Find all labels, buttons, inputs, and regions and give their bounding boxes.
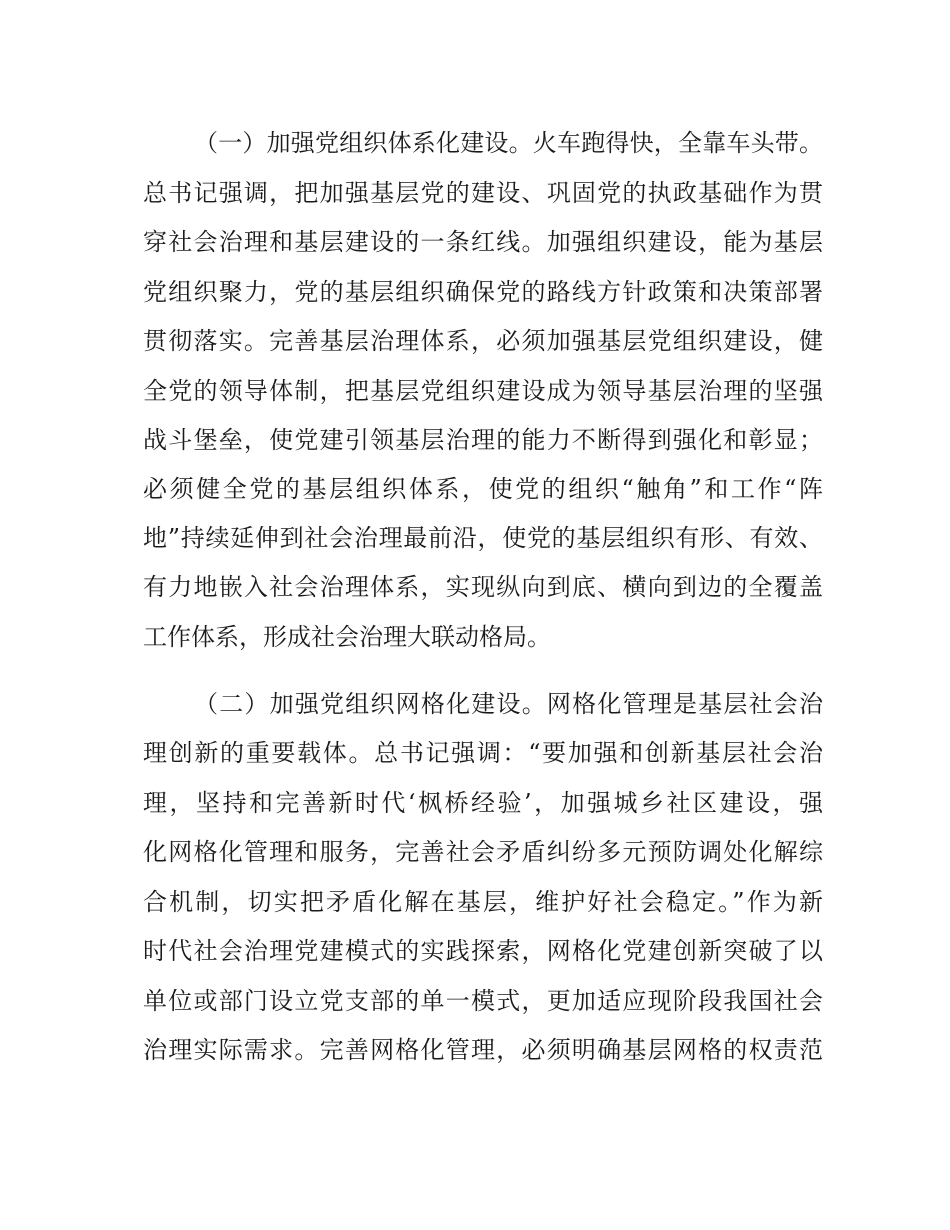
- paragraph-2-line-1: （二）加强党组织网格化建设。网格化管理是基层社会治: [194, 690, 823, 718]
- paragraph-2-line-7: 单位或部门设立党支部的单一模式，更加适应现阶段我国社会: [143, 987, 823, 1015]
- paragraph-1-line-5: 贯彻落实。完善基层治理体系，必须加强基层党组织建设，健: [143, 327, 823, 355]
- paragraph-2-line-2: 理创新的重要载体。总书记强调：“要加强和创新基层社会治: [143, 739, 823, 767]
- paragraph-2-line-4: 化网格化管理和服务，完善社会矛盾纠纷多元预防调处化解综: [143, 838, 823, 866]
- paragraph-1-line-6: 全党的领导体制，把基层党组织建设成为领导基层治理的坚强: [143, 377, 823, 405]
- paragraph-1-line-9: 地”持续延伸到社会治理最前沿，使党的基层组织有形、有效、: [143, 524, 823, 552]
- paragraph-1-line-1: （一）加强党组织体系化建设。火车跑得快，全靠车头带。: [194, 129, 823, 157]
- paragraph-1-line-10: 有力地嵌入社会治理体系，实现纵向到底、横向到边的全覆盖: [143, 573, 823, 601]
- paragraph-2-line-5: 合机制，切实把矛盾化解在基层，维护好社会稳定。”作为新: [143, 888, 823, 916]
- paragraph-1-line-8: 必须健全党的基层组织体系，使党的组织“触角”和工作“阵: [143, 475, 823, 503]
- paragraph-1-line-4: 党组织聚力，党的基层组织确保党的路线方针政策和决策部署: [143, 278, 823, 306]
- paragraph-1-line-2: 总书记强调，把加强基层党的建设、巩固党的执政基础作为贯: [143, 179, 823, 207]
- paragraph-1-line-7: 战斗堡垒，使党建引领基层治理的能力不断得到强化和彰显；: [143, 426, 823, 454]
- paragraph-2-line-3: 理，坚持和完善新时代‘枫桥经验’，加强城乡社区建设，强: [143, 789, 823, 817]
- paragraph-1-line-3: 穿社会治理和基层建设的一条红线。加强组织建设，能为基层: [143, 228, 823, 256]
- paragraph-2-line-8: 治理实际需求。完善网格化管理，必须明确基层网格的权责范: [143, 1036, 823, 1064]
- paragraph-2-line-6: 时代社会治理党建模式的实践探索，网格化党建创新突破了以: [143, 937, 823, 965]
- paragraph-1-line-11: 工作体系，形成社会治理大联动格局。: [143, 623, 551, 651]
